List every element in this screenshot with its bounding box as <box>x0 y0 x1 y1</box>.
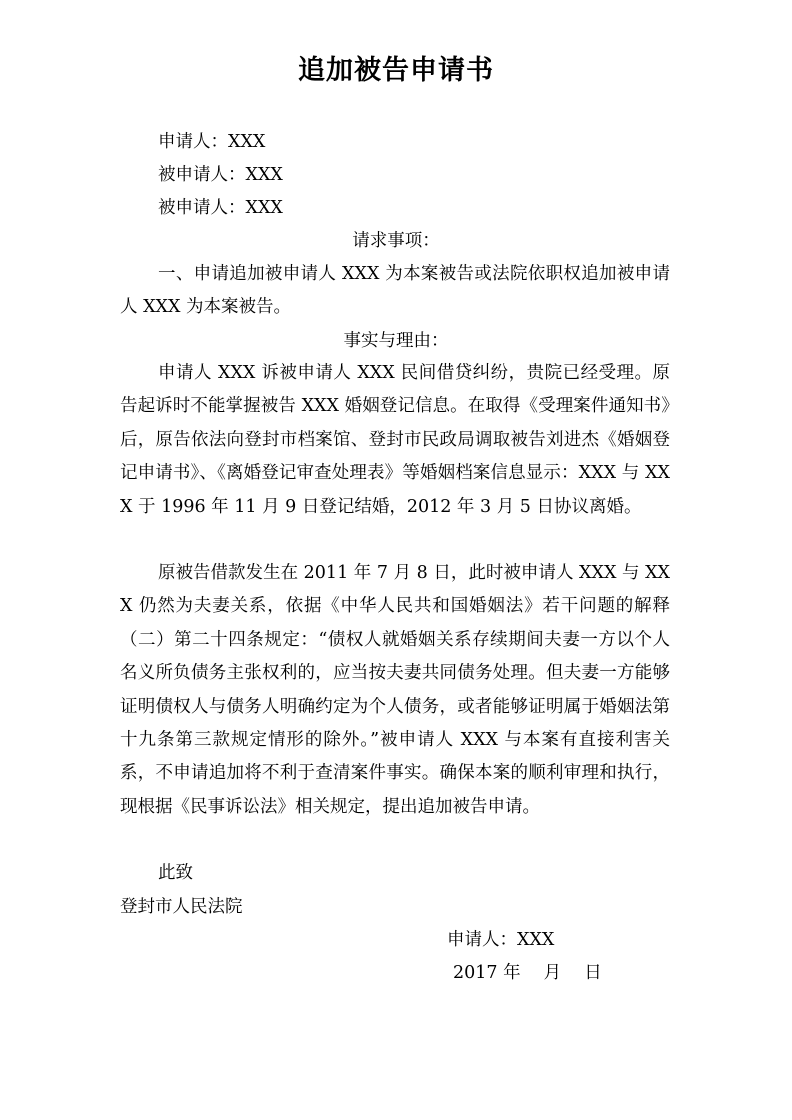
document-title: 追加被告申请书 <box>298 55 494 86</box>
claims-body: 一、申请追加被申请人 XXX 为本案被告或法院依职权追加被申请人 XXX 为本案被告。 <box>120 264 670 318</box>
claims-heading: 请求事项： <box>352 231 440 251</box>
party-applicant: 申请人：XXX <box>158 132 266 152</box>
facts-paragraph-2: 原被告借款发生在 2011 年 7 月 8 日，此时被申请人 XXX 与 XXX 仍然为夫妻关系，依据《中华人民共和国婚姻法》若干问题的解释（二）第二十四条规定：“债权人就婚姻关系存续期间夫妻一方以个人名义所负债务主张权利的，应当按夫妻共同债务处理。但夫妻一方能够证明债权人与债务人明确约定为个人债务，或者能够证明属于婚姻法第十九条第三款规定情形的除外。”被申请人 XXX 与本案有直接利害关系，不申请追加将不利于查清案件事实。确保本案的顺利审理和执行，现根据《民事诉讼法》相关规定，提出追加被告申请。 <box>120 563 670 817</box>
facts-heading: 事实与理由： <box>343 331 449 351</box>
court-name: 登封市人民法院 <box>120 897 243 917</box>
party-respondent-1: 被申请人：XXX <box>158 165 283 185</box>
party-respondent-2: 被申请人：XXX <box>158 198 283 218</box>
signature-applicant: 申请人：XXX <box>447 930 555 950</box>
facts-paragraph-1: 申请人 XXX 诉被申请人 XXX 民间借贷纠纷，贵院已经受理。原告起诉时不能掌握被告 XXX 婚姻登记信息。在取得《受理案件通知书》后，原告依法向登封市档案馆、登封市民政局调取被告刘进杰《婚姻登记申请书》、《离婚登记审查处理表》等婚姻档案信息显示：XXX 与 XXX 于 1996 年 11 月 9 日登记结婚，2012 年 3 月 5 日协议离婚。 <box>120 363 670 517</box>
signature-date: 2017 年 月 日 <box>453 963 602 983</box>
closing-phrase: 此致 <box>158 863 193 883</box>
